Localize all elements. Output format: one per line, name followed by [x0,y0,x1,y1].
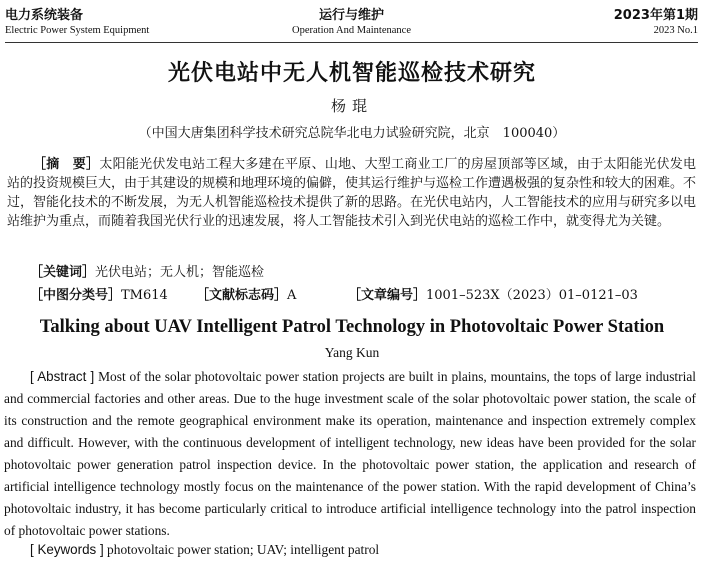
page-header [5,8,698,43]
keywords-cn-text: 光伏电站；无人机；智能巡检 [95,265,265,280]
section-name-cn: 运行与维护 [318,8,384,23]
article-label: ［文章编号］ [348,288,427,303]
issue-en: 2023 No.1 [653,25,698,36]
author-en: Yang Kun [324,345,380,360]
doc-value: A [287,288,297,303]
abstract-cn [7,155,696,231]
clc-number [30,286,196,305]
abstract-en-text: Most of the solar photovoltaic power station projects are built in plains, mountains, the tops of large industrial and commercial factories and other areas. Due to the huge investment scale of the solar photovoltaic power station, the scale of its construction and the remote geographical environment make its operation, maintenance and inspection extremely complex and difficult. However, with the continuous development of intelligent technology, new ideas have been provided for the solar photovoltaic power generation patrol inspection device. In the photovoltaic power station, the application and research of artificial intelligence technology mostly focus on the maintenance of the power station. With the rapid development of China’s photovoltaic industry, it has become particularly critical to introduce artificial intelligence technology into the patrol inspection of photovoltaic power stations. [4,369,696,538]
keywords-cn-label: ［关键词］ [30,265,96,280]
doc-code [196,286,348,305]
article-value: 1001–523X（2023）01–0121–03 [426,288,638,303]
abstract-en-label: [ Abstract ] [30,369,95,384]
article-number [348,286,638,305]
paper-title-en: Talking about UAV Intelligent Patrol Technology in Photovoltaic Power Station [39,317,665,337]
author-cn: 杨琨 [330,97,373,115]
keywords-en-label: [ Keywords ] [30,542,104,557]
section-name [5,8,698,38]
issue-cn: 2023年第1期 [613,8,698,23]
paper-title-cn: 光伏电站中无人机智能巡检技术研究 [167,61,536,86]
issue-info [614,8,698,38]
doc-label: ［文献标志码］ [196,288,288,303]
keywords-en-text: photovoltaic power station; UAV; intelligent patrol [107,542,380,557]
journal-name-cn: 电力系统装备 [5,8,84,23]
abstract-en [4,366,696,542]
abstract-cn-label: ［摘 要］ [33,157,100,172]
clc-value: TM614 [121,288,168,303]
section-name-en: Operation And Maintenance [292,25,411,36]
keywords-en [30,539,379,561]
journal-name-en: Electric Power System Equipment [5,25,150,36]
abstract-cn-text: 太阳能光伏发电站工程大多建在平原、山地、大型工商业工厂的房屋顶部等区域，由于太阳能光伏发电站的投资规模巨大，由于其建设的规模和地理环境的偏僻，使其运行维护与巡检工作遭遇极强的复杂性和较大的困难。不过，智能化技术的不断发展，为无人机智能巡检技术提供了新的思路。在光伏电站内，人工智能技术的应用与研究多以电站维护为重点，而随着我国光伏行业的迅速发展，将人工智能技术引入到光伏电站的巡检工作中，就变得尤为关键。 [7,157,697,229]
classification-row [30,286,696,305]
keywords-cn [30,263,264,282]
clc-label: ［中图分类号］ [30,288,122,303]
affiliation-cn: （中国大唐集团科学技术研究总院华北电力试验研究院，北京 100040） [138,126,566,141]
